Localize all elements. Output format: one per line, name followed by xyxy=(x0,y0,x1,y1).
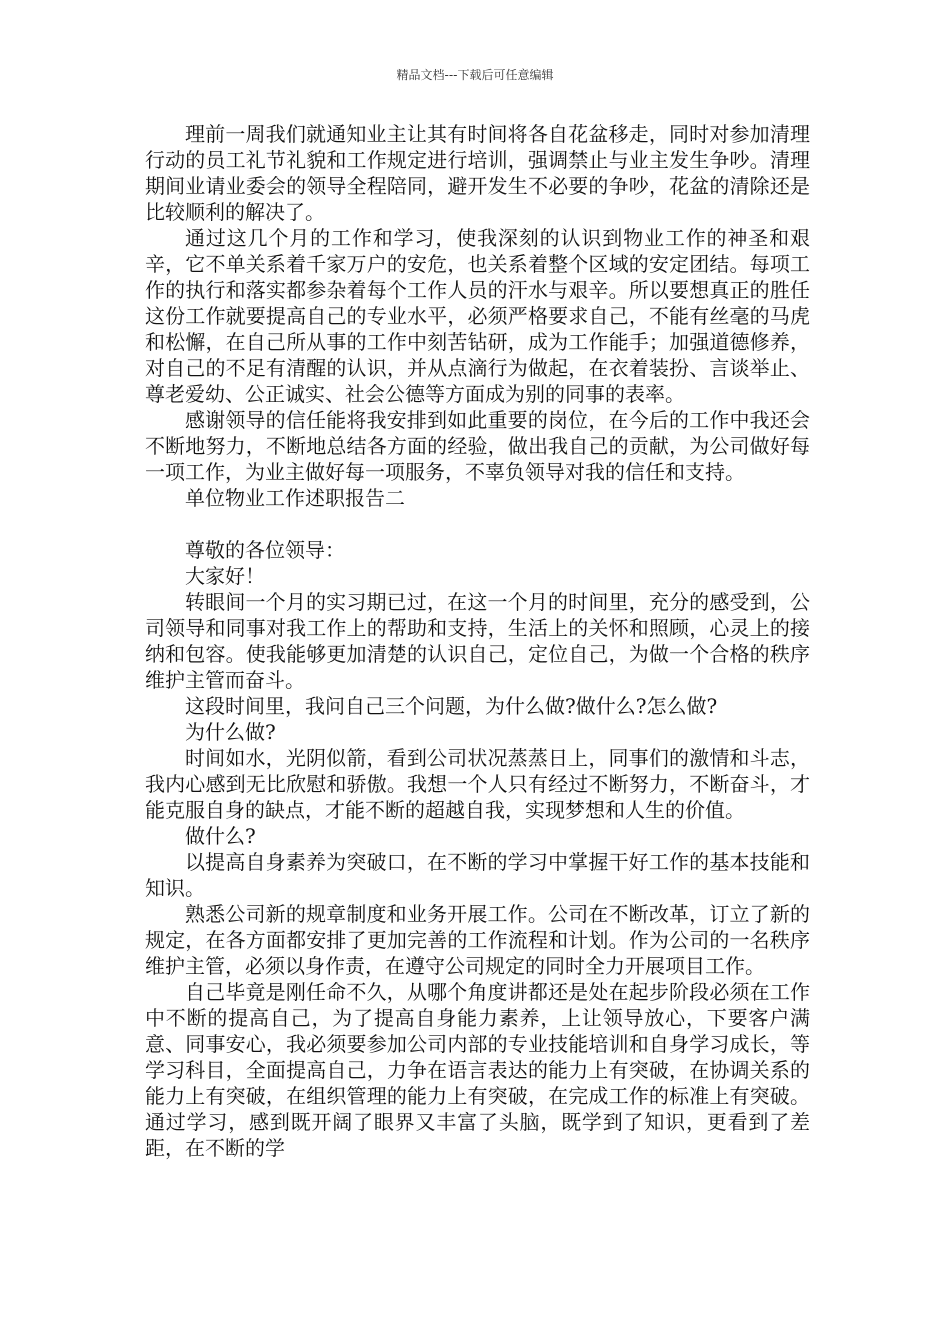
paragraph-three-questions: 这段时间里，我问自己三个问题，为什么做?做什么?怎么做? xyxy=(185,694,718,718)
question-why: 为什么做? xyxy=(185,720,276,744)
paragraph-internship: 转眼间一个月的实习期已过，在这一个月的时间里，充分的感受到，公司领导和同事对我工作上的帮助和支持，生活上的关怀和照顾，心灵上的接纳和包容。使我能够更加清楚的认识自己，定位自己，为做一个合格的秩序维护主管而奋斗。 xyxy=(145,590,810,692)
greeting: 大家好！ xyxy=(185,564,265,588)
paragraph-flowerpot-cleanup: 理前一周我们就通知业主让其有时间将各自花盆移走，同时对参加清理行动的员工礼节礼貌和工作规定进行培训，强调禁止与业主发生争吵。清理期间业请业委会的领导全程陪同，避开发生不必要的争吵，花盆的清除还是比较顺利的解决了。 xyxy=(145,122,810,224)
paragraph-why-answer: 时间如水，光阴似箭，看到公司状况蒸蒸日上，同事们的激情和斗志，我内心感到无比欣慰和骄傲。我想一个人只有经过不断努力，不断奋斗，才能克服自身的缺点，才能不断的超越自我，实现梦想和人生的价值。 xyxy=(145,746,810,822)
paragraph-work-reflection: 通过这几个月的工作和学习，使我深刻的认识到物业工作的神圣和艰辛，它不单关系着千家万户的安危，也关系着整个区域的安定团结。每项工作的执行和落实都参杂着每个工作人员的汗水与艰辛。所以要想真正的胜任这份工作就要提高自己的专业水平，必须严格要求自己，不能有丝毫的马虎和松懈，在自己所从事的工作中刻苦钻研，成为工作能手；加强道德修养，对自己的不足有清醒的认识，并从点滴行为做起，在衣着装扮、言谈举止、尊老爱幼、公正诚实、社会公德等方面成为别的同事的表率。 xyxy=(145,226,810,406)
question-what: 做什么? xyxy=(185,824,256,848)
paragraph-gratitude: 感谢领导的信任能将我安排到如此重要的岗位，在今后的工作中我还会不断地努力，不断地总结各方面的经验，做出我自己的贡献，为公司做好每一项工作，为业主做好每一项服务，不辜负领导对我的信任和支持。 xyxy=(145,408,810,484)
page-header: 精品文档---下载后可任意编辑 xyxy=(396,68,554,82)
section-title: 单位物业工作述职报告二 xyxy=(185,486,405,510)
paragraph-learning: 自己毕竟是刚任命不久，从哪个角度讲都还是处在起步阶段必须在工作中不断的提高自己，为了提高自身能力素养，上让领导放心，下要客户满意、同事安心，我必须要参加公司内部的专业技能培训和自身学习成长，等学习科目，全面提高自己，力争在语言表达的能力上有突破，在协调关系的能力上有突破，在组织管理的能力上有突破，在完成工作的标准上有突破。通过学习，感到既开阔了眼界又丰富了头脑，既学到了知识，更看到了差距，在不断的学 xyxy=(145,980,810,1160)
paragraph-company-rules: 熟悉公司新的规章制度和业务开展工作。公司在不断改革，订立了新的规定，在各方面都安排了更加完善的工作流程和计划。作为公司的一名秩序维护主管，必须以身作责，在遵守公司规定的同时全力开展项目工作。 xyxy=(145,902,810,978)
paragraph-self-improvement: 以提高自身素养为突破口，在不断的学习中掌握干好工作的基本技能和知识。 xyxy=(145,850,810,900)
blank-line xyxy=(145,511,810,537)
document-body xyxy=(145,121,810,1161)
salutation: 尊敬的各位领导： xyxy=(185,538,345,562)
